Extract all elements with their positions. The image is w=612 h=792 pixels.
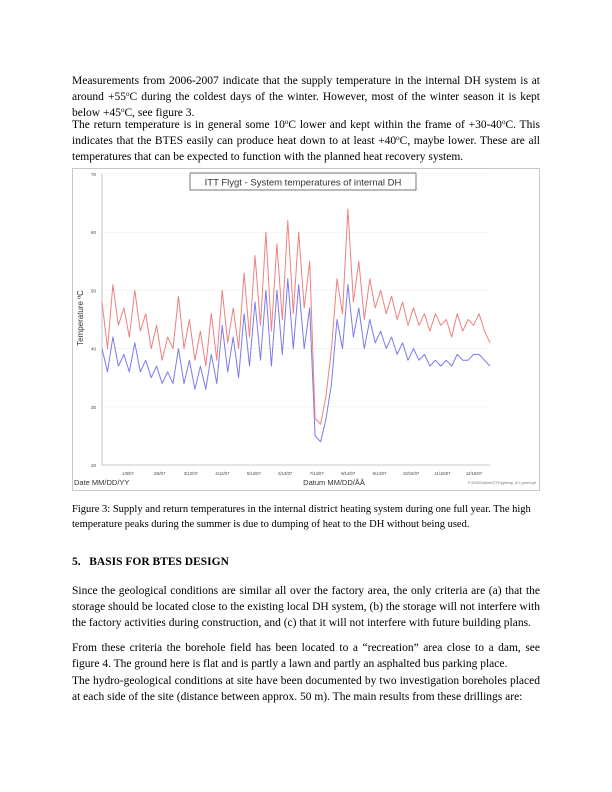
- body-paragraph-2: From these criteria the borehole field has been located to a “recreation” area close to a dam, see figure 4. The ground here is flat and is partly a lawn and partly an asphalted bus parking place.: [72, 642, 540, 671]
- chart-title: ITT Flygt - System temperatures of internal DH: [204, 177, 402, 189]
- x-tick-label: 3/12/07: [183, 471, 198, 476]
- x-tick-label: 7/14/07: [309, 471, 324, 476]
- degree-mark: o: [501, 118, 506, 126]
- intro-text-2d: C, maybe lower. These are all temperatures that can be expected to function with the planned heat recovery system.: [72, 135, 540, 164]
- x-tick-label: 1/8/07: [122, 471, 134, 476]
- y-tick-label: 60: [90, 230, 96, 236]
- temperature-chart: [72, 168, 540, 491]
- x-tick-label: 9/14/07: [372, 471, 387, 476]
- x-axis-label: Datum MM/DD/ÅÅ: [303, 478, 365, 487]
- x-axis-label-left: Date MM/DD/YY: [74, 478, 130, 487]
- file-path-label: P:\2016\Objektnr\ITT\Flygt\temp_DH_system.grf: [467, 481, 536, 485]
- x-tick-label: 10/15/07: [402, 471, 420, 476]
- intro-paragraph-2: [72, 117, 540, 166]
- degree-mark: o: [284, 118, 289, 126]
- y-tick-label: 50: [90, 288, 96, 294]
- intro-text-1c: C, see figure 3.: [124, 107, 195, 120]
- intro-text-1a: Measurements from 2006-2007 indicate that the supply temperature in the internal DH system is at around +55: [72, 75, 540, 104]
- x-tick-label: 8/14/07: [341, 471, 356, 476]
- x-tick-label: 11/15/07: [434, 471, 451, 476]
- x-tick-label: 12/16/07: [465, 471, 483, 476]
- chart-frame: [73, 169, 540, 491]
- y-tick-label: 70: [90, 172, 96, 177]
- x-tick-label: 6/13/07: [278, 471, 293, 476]
- intro-text-1b: C during the coldest days of the winter. However, most of the winter season it is kept below +45: [72, 91, 540, 120]
- intro-text-2c: C. This indicates that the BTES easily can produce heat down to at least +40: [72, 119, 540, 148]
- x-tick-label: 2/8/07: [153, 471, 166, 476]
- y-tick-label: 40: [90, 346, 96, 352]
- x-tick-label: 4/12/07: [215, 471, 230, 476]
- intro-text-2a: The return temperature is in general some 10: [72, 119, 285, 131]
- intro-paragraph-1: [72, 73, 540, 122]
- body-paragraph-1: Since the geological conditions are similar all over the factory area, the only criteria are (a) that the storage should be located close to the existing local DH system, (b) the storage will not interfere with the factory activities during construction, and (c) that it will not interfere with future building plans.: [72, 585, 540, 630]
- section-heading: [72, 556, 229, 568]
- x-tick-label: 5/13/07: [246, 471, 261, 476]
- section-title: BASIS FOR BTES DESIGN: [89, 556, 229, 568]
- body-paragraph-3: The hydro-geological conditions at site have been documented by two investigation boreholes placed at each side of the site (distance between approx. 50 m). The main results from these drillings are:: [72, 675, 540, 704]
- y-tick-label: 20: [90, 463, 96, 468]
- section-number: 5.: [72, 556, 81, 568]
- degree-mark: o: [396, 134, 400, 143]
- y-tick-label: 30: [90, 404, 96, 410]
- degree-mark: o: [126, 90, 130, 99]
- intro-text-2b: C lower and kept within the frame of +30-40: [288, 119, 502, 131]
- degree-mark: o: [120, 106, 125, 115]
- y-axis-label: Temperature ºC: [76, 290, 85, 346]
- figure-caption: Figure 3: Supply and return temperatures in the internal district heating system during one full year. The high temperature peaks during the summer is due to dumping of heat to the DH without being used.: [72, 504, 531, 530]
